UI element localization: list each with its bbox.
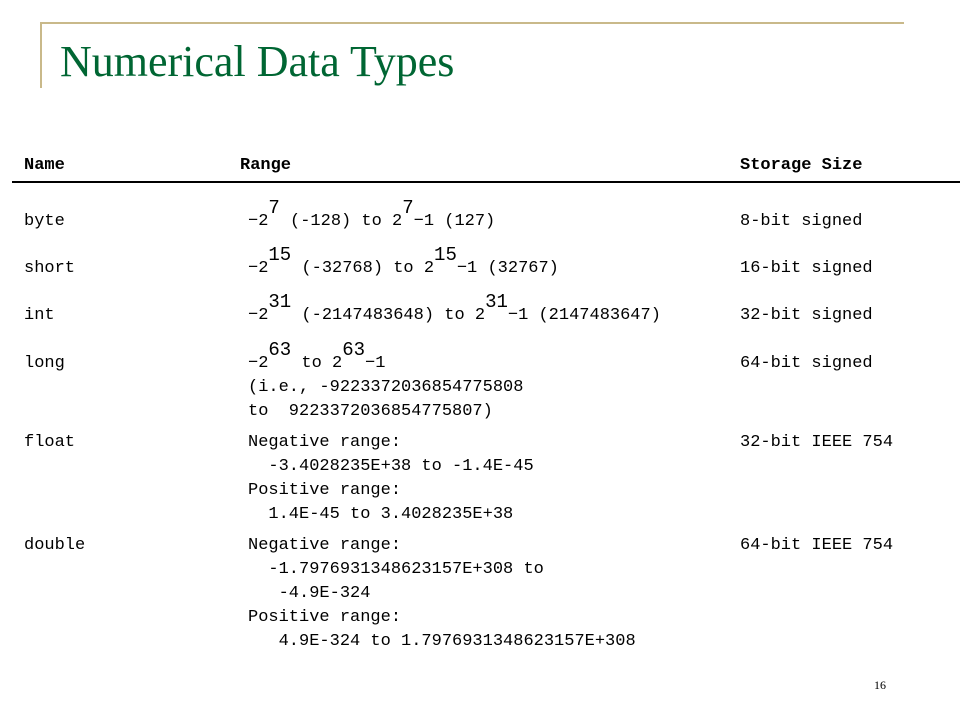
type-name: byte: [24, 212, 65, 231]
type-range: [248, 339, 524, 424]
range-line: [248, 197, 496, 234]
range-line: [248, 431, 534, 455]
type-range: [248, 291, 661, 328]
range-line: [248, 606, 636, 630]
range-text: −1 (2147483647): [507, 306, 661, 325]
type-range: [248, 534, 636, 654]
range-text: Negative range:: [248, 536, 402, 555]
range-line: [248, 376, 523, 400]
storage-size: 16-bit signed: [740, 259, 873, 278]
storage-size: 64-bit IEEE 754: [740, 536, 894, 555]
page-number: 16: [874, 678, 886, 692]
range-text: −2: [248, 354, 269, 373]
range-line: [248, 244, 559, 281]
range-line: [248, 503, 534, 527]
exponent: 63: [342, 339, 366, 361]
range-line: [248, 558, 636, 582]
slide-title: Numerical Data Types: [60, 37, 455, 86]
range-line: [248, 400, 523, 424]
range-text: −2: [248, 306, 269, 325]
type-range: [248, 244, 559, 281]
exponent: 7: [402, 197, 414, 219]
range-text: -4.9E-324: [248, 584, 371, 603]
storage-size: 32-bit signed: [740, 306, 873, 325]
exponent: 15: [434, 244, 457, 266]
header-rule: [12, 181, 960, 183]
storage-size: 8-bit signed: [740, 212, 863, 231]
storage-size: 32-bit IEEE 754: [740, 433, 894, 452]
range-text: -3.4028235E+38 to -1.4E-45: [248, 457, 534, 476]
range-text: (-32768) to 2: [291, 259, 435, 278]
range-text: −2: [248, 259, 269, 278]
header-storage-size: Storage Size: [740, 156, 863, 175]
range-text: 4.9E-324 to 1.7976931348623157E+308: [248, 632, 636, 651]
storage-size: 64-bit signed: [740, 354, 873, 373]
range-text: Negative range:: [248, 433, 402, 452]
range-line: [248, 582, 636, 606]
range-line: [248, 630, 636, 654]
range-line: [248, 339, 523, 376]
range-text: (-128) to 2: [279, 212, 403, 231]
range-text: −1 (32767): [456, 259, 559, 278]
range-text: −1 (127): [413, 212, 496, 231]
type-name: int: [24, 306, 55, 325]
range-text: −2: [248, 212, 269, 231]
range-text: (i.e., -9223372036854775808: [248, 378, 524, 397]
range-text: (-2147483648) to 2: [291, 306, 486, 325]
type-name: double: [24, 536, 86, 555]
exponent: 31: [485, 291, 508, 313]
exponent: 15: [268, 244, 292, 266]
exponent: 31: [268, 291, 292, 313]
type-name: float: [24, 433, 76, 452]
range-line: [248, 291, 661, 328]
frame-top-line: [40, 22, 904, 24]
range-text: to 9223372036854775807): [248, 402, 493, 421]
type-name: short: [24, 259, 76, 278]
range-text: -1.7976931348623157E+308 to: [248, 560, 544, 579]
range-text: −1: [365, 354, 386, 373]
range-line: [248, 534, 636, 558]
range-text: 1.4E-45 to 3.4028235E+38: [248, 505, 514, 524]
range-text: to 2: [291, 354, 343, 373]
header-range: Range: [240, 156, 292, 175]
header-name: Name: [24, 156, 65, 175]
range-line: [248, 455, 534, 479]
frame-left-line: [40, 22, 42, 88]
range-text: Positive range:: [248, 608, 402, 627]
exponent: 7: [268, 197, 280, 219]
type-name: long: [24, 354, 65, 373]
range-text: Positive range:: [248, 481, 402, 500]
exponent: 63: [268, 339, 292, 361]
type-range: [248, 431, 534, 527]
type-range: [248, 197, 496, 234]
range-line: [248, 479, 534, 503]
